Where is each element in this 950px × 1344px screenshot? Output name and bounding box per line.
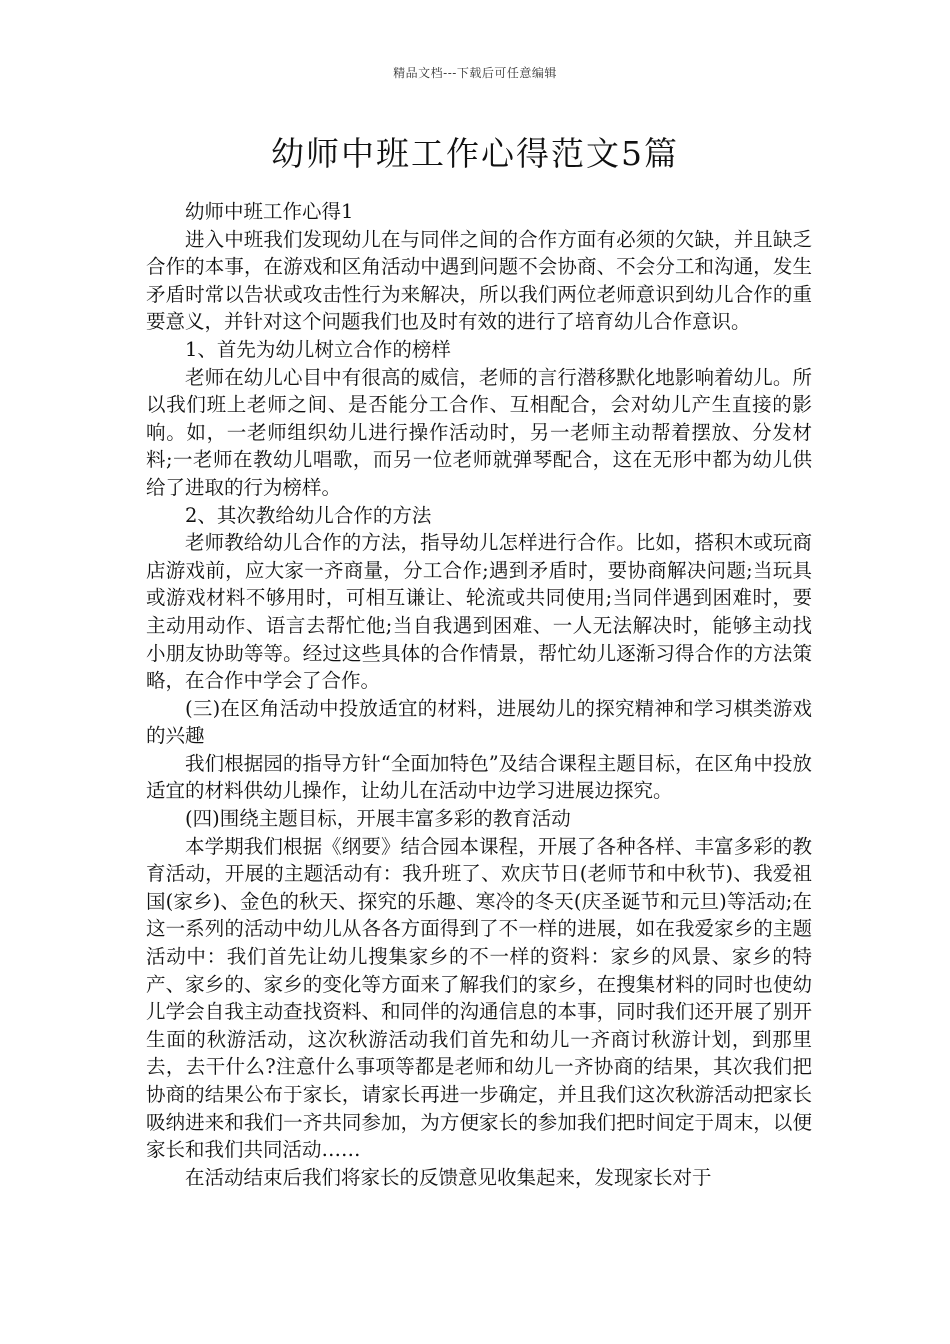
paragraph: 老师在幼儿心目中有很高的威信，老师的言行潜移默化地影响着幼儿。所以我们班上老师之间、是否能分工合作、互相配合，会对幼儿产生直接的影响。如，一老师组织幼儿进行操作活动时，另一老师主动帮着摆放、分发材料;一老师在教幼儿唱歌，而另一位老师就弹琴配合，这在无形中都为幼儿供给了进取的行为榜样。	[146, 365, 812, 499]
subheading: (三)在区角活动中投放适宜的材料，进展幼儿的探究精神和学习棋类游戏的兴趣	[146, 696, 812, 748]
paragraph: 在活动结束后我们将家长的反馈意见收集起来，发现家长对于	[185, 1165, 712, 1189]
subheading: 2、其次教给幼儿合作的方法	[185, 503, 432, 527]
page-header: 精品文档---下载后可任意编辑	[393, 66, 557, 80]
document-title: 幼师中班工作心得范文5篇	[271, 134, 679, 173]
paragraph: 进入中班我们发现幼儿在与同伴之间的合作方面有必须的欠缺，并且缺乏合作的本事，在游戏和区角活动中遇到问题不会协商、不会分工和沟通，发生矛盾时常以告状或攻击性行为来解决，所以我们两位老师意识到幼儿合作的重要意义，并针对这个问题我们也及时有效的进行了培育幼儿合作意识。	[146, 227, 812, 334]
paragraph: 我们根据园的指导方针“全面加特色”及结合课程主题目标，在区角中投放适宜的材料供幼儿操作，让幼儿在活动中边学习进展边探究。	[146, 751, 812, 803]
paragraph: 老师教给幼儿合作的方法，指导幼儿怎样进行合作。比如，搭积木或玩商店游戏前，应大家一齐商量，分工合作;遇到矛盾时，要协商解决问题;当玩具或游戏材料不够用时，可相互谦让、轮流或共同使用;当同伴遇到困难时，要主动用动作、语言去帮忙他;当自我遇到困难、一人无法解决时，能够主动找小朋友协助等等。经过这些具体的合作情景，帮忙幼儿逐渐习得合作的方法策略，在合作中学会了合作。	[146, 531, 812, 693]
document-body	[146, 198, 812, 1191]
paragraph: 本学期我们根据《纲要》结合园本课程，开展了各种各样、丰富多彩的教育活动，开展的主题活动有：我升班了、欢庆节日(老师节和中秋节)、我爱祖国(家乡)、金色的秋天、探究的乐趣、寒冷的冬天(庆圣诞节和元旦)等活动;在这一系列的活动中幼儿从各各方面得到了不一样的进展，如在我爱家乡的主题活动中：我们首先让幼儿搜集家乡的不一样的资料：家乡的风景、家乡的特产、家乡的、家乡的变化等方面来了解我们的家乡，在搜集材料的同时也使幼儿学会自我主动查找资料、和同伴的沟通信息的本事，同时我们还开展了别开生面的秋游活动，这次秋游活动我们首先和幼儿一齐商讨秋游计划，到那里去，去干什么?注意什么事项等都是老师和幼儿一齐协商的结果，其次我们把协商的结果公布于家长，请家长再进一步确定，并且我们这次秋游活动把家长吸纳进来和我们一齐共同参加，为方便家长的参加我们把时间定于周末，以便家长和我们共同活动……	[146, 834, 812, 1162]
subheading: (四)围绕主题目标，开展丰富多彩的教育活动	[185, 807, 571, 831]
section-heading: 幼师中班工作心得1	[185, 200, 354, 223]
subheading: 1、首先为幼儿树立合作的榜样	[185, 337, 451, 361]
